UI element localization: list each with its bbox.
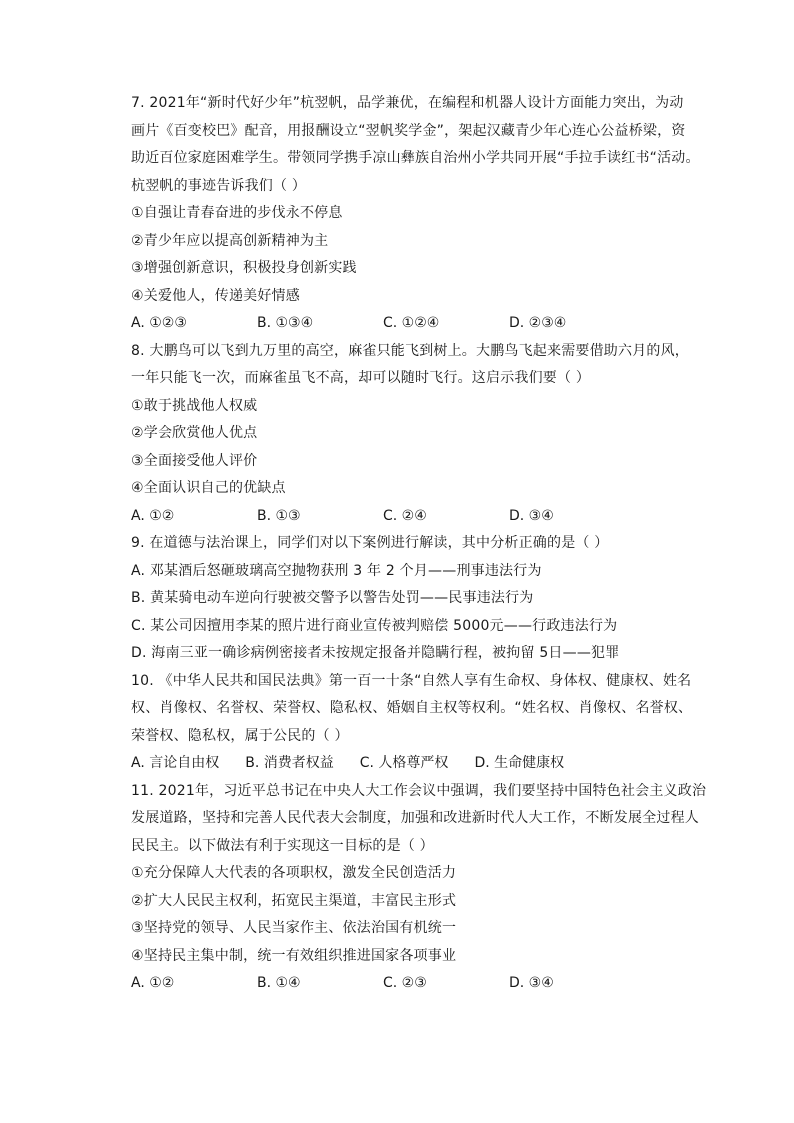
statement-item: ①自强让青春奋进的步伐永不停息: [131, 205, 343, 221]
option-d[interactable]: D. ②③④: [509, 315, 567, 331]
option-d[interactable]: D. 海南三亚一确诊病例密接者未按规定报备并隐瞒行程，被拘留 5日——犯罪: [131, 645, 620, 661]
question-10: [131, 668, 701, 778]
option-b[interactable]: B. 消费者权益: [245, 755, 334, 771]
option-c[interactable]: C. ②④: [383, 507, 427, 524]
statement-item: ③增强创新意识，积极投身创新实践: [131, 260, 357, 276]
statement-item: ②扩大人民民主权利，拓宽民主渠道，丰富民主形式: [131, 892, 457, 909]
option-a[interactable]: A. ①②: [131, 507, 175, 524]
question-9: [131, 530, 701, 668]
statement-item: ④关爱他人，传递美好情感: [131, 287, 300, 304]
question-stem-line: 10. 《中华人民共和国民法典》第一百一十条“自然人享有生命权、身体权、健康权、姓名: [131, 672, 692, 689]
option-c[interactable]: C. ①②④: [383, 315, 440, 331]
question-stem-line: 11. 2021年，习近平总书记在中央人大工作会议中强调，我们要坚持中国特色社会主义政治: [131, 782, 707, 799]
option-d[interactable]: D. ③④: [509, 507, 554, 524]
option-a[interactable]: A. ①②③: [131, 315, 187, 331]
statement-item: ②青少年应以提高创新精神为主: [131, 232, 329, 249]
option-b[interactable]: B. ①③: [257, 507, 301, 524]
question-8: [131, 338, 701, 531]
option-b[interactable]: B. ①③④: [257, 315, 314, 331]
option-c[interactable]: C. ②③: [383, 975, 427, 991]
question-11: [131, 778, 707, 998]
question-stem-line: 杭翌帆的事迹告诉我们（ ）: [131, 177, 307, 194]
question-stem-line: 权、肖像权、名誉权、荣誉权、隐私权、婚姻自主权等权利。“姓名权、肖像权、名誉权、: [131, 700, 693, 716]
option-b[interactable]: B. ①④: [257, 975, 301, 991]
option-b[interactable]: B. 黄某骑电动车逆向行驶被交警予以警告处罚——民事违法行为: [131, 590, 534, 606]
option-a[interactable]: A. 言论自由权: [131, 755, 220, 771]
statement-item: ③全面接受他人评价: [131, 452, 258, 469]
question-stem-line: 助近百位家庭困难学生。带领同学携手凉山彝族自治州小学共同开展“手拉手读红书“活动。: [131, 150, 700, 166]
option-d[interactable]: D. 生命健康权: [474, 755, 565, 771]
option-a[interactable]: A. ①②: [131, 975, 175, 991]
question-stem-line: 7. 2021年“新时代好少年”杭翌帆，品学兼优，在编程和机器人设计方面能力突出，为动: [131, 95, 684, 111]
question-stem-line: 9. 在道德与法治课上，同学们对以下案例进行解读，其中分析正确的是（ ）: [131, 535, 609, 551]
option-a[interactable]: A. 邓某酒后怒砸玻璃高空抛物获刑 3 年 2 个月——刑事违法行为: [131, 562, 542, 579]
statement-item: ④全面认识自己的优缺点: [131, 480, 286, 496]
option-c[interactable]: C. 某公司因擅用李某的照片进行商业宣传被判赔偿 5000元——行政违法行为: [131, 617, 618, 634]
question-stem-line: 荣誉权、隐私权，属于公民的（ ）: [131, 727, 349, 744]
question-7: [131, 90, 701, 338]
option-c[interactable]: C. 人格尊严权: [359, 755, 449, 771]
question-stem-line: 发展道路，坚持和完善人民代表大会制度，加强和改进新时代人大工作，不断发展全过程人: [131, 810, 699, 826]
statement-item: ③坚持党的领导、人民当家作主、依法治国有机统一: [131, 920, 457, 936]
statement-item: ①敢于挑战他人权威: [131, 397, 258, 414]
question-stem-line: 民民主。以下做法有利于实现这一目标的是（ ）: [131, 837, 434, 854]
answer-options: [131, 750, 701, 778]
question-stem-line: 画片《百变校巴》配音，用报酬设立“翌帆奖学金”，架起汉藏青少年心连心公益桥梁，资: [131, 122, 686, 139]
statement-item: ②学会欣赏他人优点: [131, 425, 258, 441]
option-d[interactable]: D. ③④: [509, 975, 554, 991]
statement-item: ①充分保障人大代表的各项职权，激发全民创造活力: [131, 865, 457, 881]
statement-item: ④坚持民主集中制，统一有效组织推进国家各项事业: [131, 947, 457, 964]
question-stem-line: 8. 大鹏鸟可以飞到九万里的高空，麻雀只能飞到树上。大鹏鸟飞起来需要借助六月的风，: [131, 342, 690, 359]
answer-options: [131, 970, 701, 998]
exam-page: [131, 90, 707, 998]
answer-options: [131, 503, 701, 531]
answer-options: [131, 310, 701, 338]
question-stem-line: 一年只能飞一次，而麻雀虽飞不高，却可以随时飞行。这启示我们要（ ）: [131, 370, 591, 386]
